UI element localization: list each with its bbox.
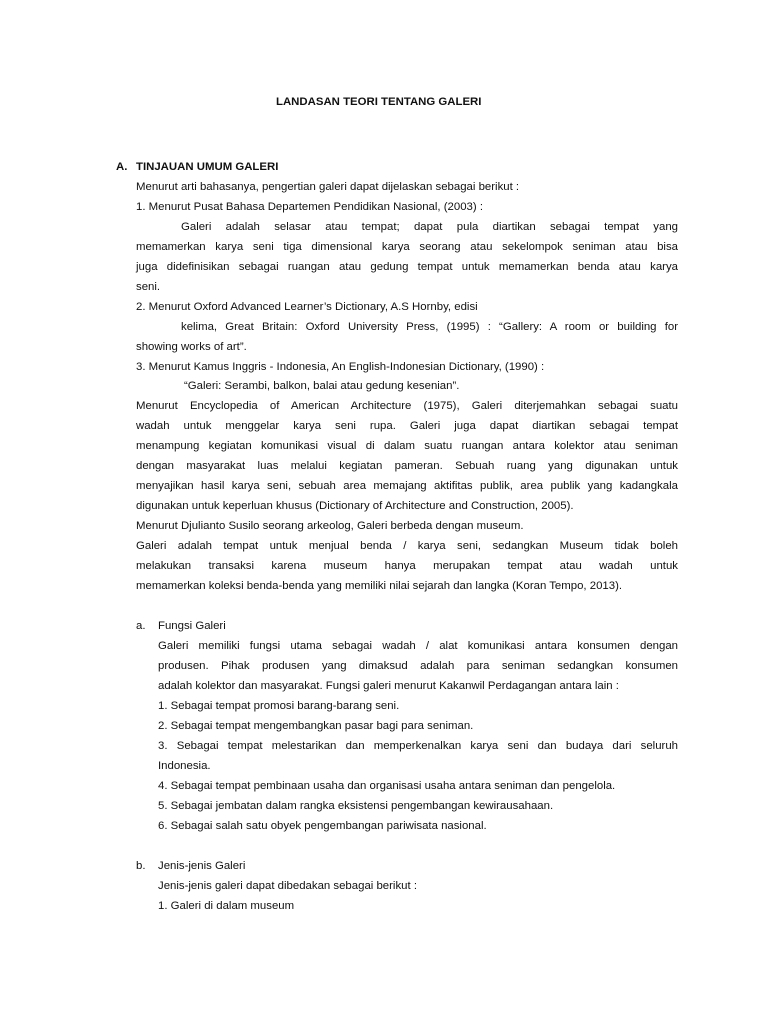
paragraph-line: melakukan transaksi karena museum hanya merupakan tempat atau wadah untuk <box>136 560 678 572</box>
paragraph-line: Galeri adalah tempat untuk menjual benda / karya seni, sedangkan Museum tidak boleh <box>136 540 678 552</box>
paragraph-line: juga didefinisikan sebagai ruangan atau gedung tempat untuk memamerkan benda atau karya <box>136 261 678 273</box>
subsection-b-heading: Jenis-jenis Galeri <box>158 860 246 872</box>
list-item: 6. Sebagai salah satu obyek pengembangan pariwisata nasional. <box>158 820 487 832</box>
paragraph-line: 1. Menurut Pusat Bahasa Departemen Pendidikan Nasional, (2003) : <box>136 201 483 213</box>
paragraph-line: memamerkan koleksi benda-benda yang memiliki nilai sejarah dan langka (Koran Tempo, 2013). <box>136 580 623 592</box>
paragraph-line: kelima, Great Britain: Oxford University Press, (1995) : “Gallery: A room or building for <box>181 321 678 333</box>
list-item: 2. Sebagai tempat mengembangkan pasar bagi para seniman. <box>158 720 474 732</box>
page-title: LANDASAN TEORI TENTANG GALERI <box>276 96 482 108</box>
subsection-b-marker: b. <box>136 860 146 872</box>
paragraph-line: produsen. Pihak produsen yang dimaksud adalah para seniman sedangkan konsumen <box>158 660 678 672</box>
paragraph-line: showing works of art”. <box>136 341 247 353</box>
paragraph-line: digunakan untuk keperluan khusus (Dictionary of Architecture and Construction, 2005). <box>136 500 574 512</box>
list-item: 3. Sebagai tempat melestarikan dan memperkenalkan karya seni dan budaya dari seluruh <box>158 740 678 752</box>
subsection-a-marker: a. <box>136 620 146 632</box>
paragraph-line: Jenis-jenis galeri dapat dibedakan sebagai berikut : <box>158 880 417 892</box>
paragraph-line: 3. Menurut Kamus Inggris - Indonesia, An English-Indonesian Dictionary, (1990) : <box>136 361 545 373</box>
subsection-a-heading: Fungsi Galeri <box>158 620 226 632</box>
paragraph-line: “Galeri: Serambi, balkon, balai atau gedung kesenian”. <box>184 380 460 392</box>
section-a-marker: A. <box>116 161 128 173</box>
paragraph-line: menampung kegiatan komunikasi visual di dalam suatu ruangan antara kolektor atau seniman <box>136 440 678 452</box>
paragraph-line: Galeri adalah selasar atau tempat; dapat pula diartikan sebagai tempat yang <box>181 221 678 233</box>
paragraph-line: menyajikan hasil karya seni, sebuah area memajang aktifitas publik, area publik yang kadangkala <box>136 480 678 492</box>
paragraph-line: Galeri memiliki fungsi utama sebagai wadah / alat komunikasi antara konsumen dengan <box>158 640 678 652</box>
list-item: Indonesia. <box>158 760 211 772</box>
list-item: 5. Sebagai jembatan dalam rangka eksistensi pengembangan kewirausahaan. <box>158 800 554 812</box>
paragraph-line: Menurut Djulianto Susilo seorang arkeolog, Galeri berbeda dengan museum. <box>136 520 524 532</box>
paragraph-line: adalah kolektor dan masyarakat. Fungsi galeri menurut Kakanwil Perdagangan antara lain : <box>158 680 619 692</box>
paragraph-line: memamerkan karya seni tiga dimensional karya seorang atau sekelompok seniman atau bisa <box>136 241 678 253</box>
paragraph-line: Menurut Encyclopedia of American Architecture (1975), Galeri diterjemahkan sebagai suatu <box>136 400 678 412</box>
list-item: 1. Sebagai tempat promosi barang-barang seni. <box>158 700 400 712</box>
paragraph-line: seni. <box>136 281 161 293</box>
paragraph-line: 2. Menurut Oxford Advanced Learner’s Dictionary, A.S Hornby, edisi <box>136 301 478 313</box>
paragraph-line: wadah untuk menggelar karya seni rupa. Galeri juga dapat diartikan sebagai tempat <box>136 420 678 432</box>
list-item: 4. Sebagai tempat pembinaan usaha dan organisasi usaha antara seniman dan pengelola. <box>158 780 616 792</box>
paragraph-line: Menurut arti bahasanya, pengertian galeri dapat dijelaskan sebagai berikut : <box>136 181 520 193</box>
section-a-heading: TINJAUAN UMUM GALERI <box>136 161 279 173</box>
list-item: 1. Galeri di dalam museum <box>158 900 295 912</box>
paragraph-line: dengan masyarakat luas melalui kegiatan pameran. Sebuah ruang yang digunakan untuk <box>136 460 678 472</box>
